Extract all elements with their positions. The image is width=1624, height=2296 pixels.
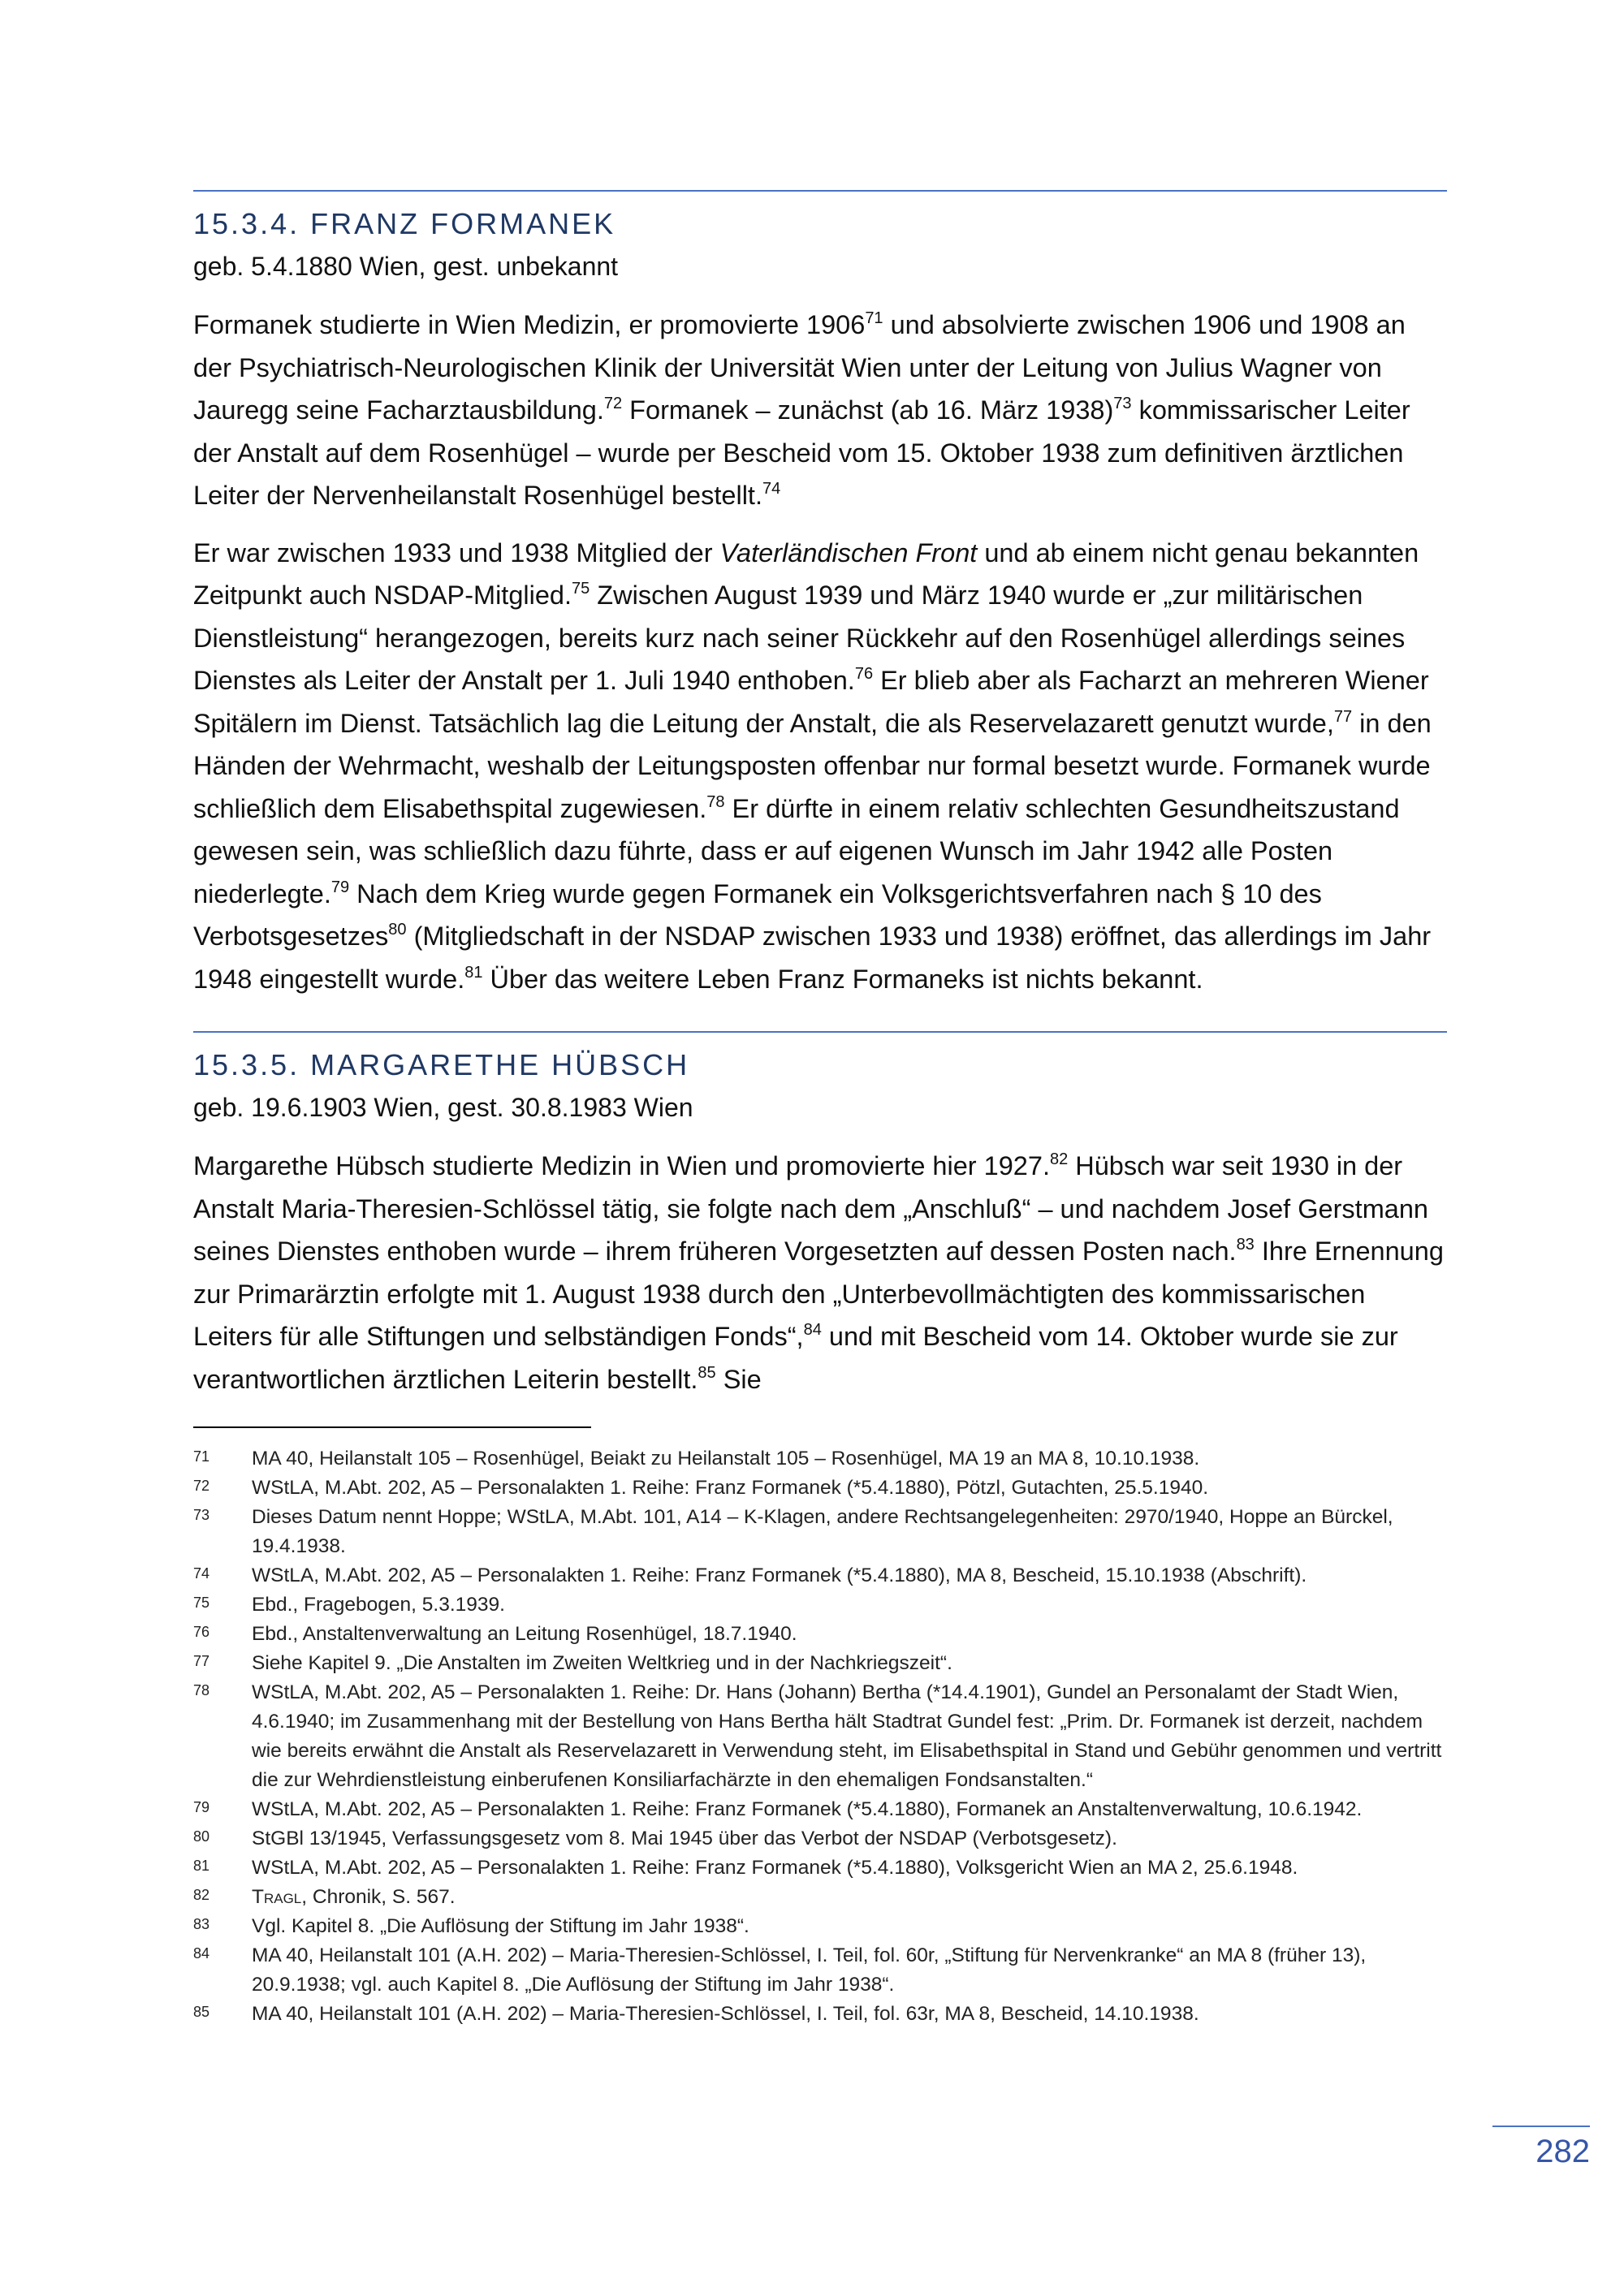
footnote-number: 77 <box>193 1653 210 1669</box>
footnote <box>193 1620 1447 1649</box>
section-heading: 15.3.4. FRANZ FORMANEK <box>193 207 616 240</box>
footnote <box>193 1561 1447 1590</box>
footnote-text: Ebd., Anstaltenverwaltung an Leitung Rosenhügel, 18.7.1940. <box>252 1623 797 1645</box>
footnote-text: WStLA, M.Abt. 202, A5 – Personalakten 1. Reihe: Franz Formanek (*5.4.1880), Volksgericht Wien an MA 2, 25.6.1948. <box>252 1857 1298 1879</box>
footnote-author: Tragl <box>252 1886 302 1908</box>
footnote <box>193 1912 1447 1941</box>
footnote <box>193 1649 1447 1678</box>
footnote-ref[interactable]: 78 <box>706 792 725 811</box>
footnote-text: Ebd., Fragebogen, 5.3.1939. <box>252 1594 505 1616</box>
footnote-text: Dieses Datum nennt Hoppe; WStLA, M.Abt. 101, A14 – K-Klagen, andere Rechtsangelegenheiten: 2970/1940, Hoppe an Bürckel, 19.4.1938. <box>252 1506 1393 1557</box>
footnote-number: 83 <box>193 1916 210 1932</box>
footnote-number: 76 <box>193 1624 210 1640</box>
footnote-number: 79 <box>193 1799 210 1815</box>
paragraph: Formanek studierte in Wien Medizin, er promovierte 1906$^{71}$ und absolvierte zwischen 1906 und 1908 an der Psychiatrisch-Neurologischen Klinik der Universität Wien unter der Leitung von Julius Wagner von Jauregg seine Facharztausbildung.$^{72}$ Formanek – zunächst (ab 16. März 1938)$^{73}$ kommissarischer Leiter der Anstalt auf dem Rosenhügel – wurde per Bescheid vom 15. Oktober 1938 zum definitiven ärztlichen Leiter der Nervenheilanstalt Rosenhügel bestellt.$^{74}$ <box>193 309 1410 510</box>
footnote-ref[interactable]: 85 <box>698 1363 716 1382</box>
page-content <box>193 190 1447 2029</box>
footnote-ref[interactable]: 83 <box>1236 1236 1255 1254</box>
footnote-text: WStLA, M.Abt. 202, A5 – Personalakten 1. Reihe: Franz Formanek (*5.4.1880), Pötzl, Gutachten, 25.5.1940. <box>252 1477 1209 1499</box>
footnote-text: Siehe Kapitel 9. „Die Anstalten im Zweiten Weltkrieg und in der Nachkriegszeit“. <box>252 1652 952 1674</box>
footnote-text: MA 40, Heilanstalt 105 – Rosenhügel, Beiakt zu Heilanstalt 105 – Rosenhügel, MA 19 an MA 8, 10.10.1938. <box>252 1448 1200 1470</box>
footnote-text: WStLA, M.Abt. 202, A5 – Personalakten 1. Reihe: Franz Formanek (*5.4.1880), Formanek an Anstaltenverwaltung, 10.6.1942. <box>252 1798 1363 1820</box>
footnote <box>193 1503 1447 1561</box>
footnote-ref[interactable]: 72 <box>603 395 623 412</box>
footnote-number: 71 <box>193 1448 210 1465</box>
footnote <box>193 2000 1447 2029</box>
section-rule <box>193 1031 1447 1033</box>
footnote-number: 74 <box>193 1565 210 1582</box>
footnote-ref[interactable]: 81 <box>464 963 483 982</box>
footnote <box>193 1941 1447 2000</box>
footnote-ref[interactable]: 73 <box>1113 395 1132 412</box>
footnote-ref[interactable]: 76 <box>854 665 874 683</box>
footnote-ref[interactable]: 71 <box>865 309 883 327</box>
footnote-text: Vgl. Kapitel 8. „Die Auflösung der Stiftung im Jahr 1938“. <box>252 1915 749 1937</box>
footnote-number: 72 <box>193 1478 210 1494</box>
footnote-number: 85 <box>193 2004 210 2020</box>
footnote-number: 81 <box>193 1858 210 1874</box>
footnote-text: WStLA, M.Abt. 202, A5 – Personalakten 1. Reihe: Franz Formanek (*5.4.1880), MA 8, Bescheid, 15.10.1938 (Abschrift). <box>252 1564 1307 1586</box>
paragraph: Margarethe Hübsch studierte Medizin in Wien und promovierte hier 1927.82 Hübsch war seit 1930 in der Anstalt Maria-Theresien-Schlössel tätig, sie folgte nach dem „Anschluß“ – und nachdem Josef Gerstmann seines Dienstes enthoben wurde – ihrem früheren Vorgesetzten auf dessen Posten nach.$^{83}$ Ihre Ernennung zur Primarärztin erfolgte mit 1. August 1938 durch den „Unterbevollmächtigten des kommissarischen Leiters für alle Stiftungen und selbständigen Fonds“,$^{84}$ und mit Bescheid vom 14. Oktober wurde sie zur verantwortlichen ärztlichen Leiterin bestellt.$^{85}$ Sie <box>193 1150 1444 1394</box>
footnote-text: MA 40, Heilanstalt 101 (A.H. 202) – Maria-Theresien-Schlössel, I. Teil, fol. 63r, MA 8, Bescheid, 14.10.1938. <box>252 2003 1199 2025</box>
section-franz-formanek <box>193 190 1447 1000</box>
footnote-text: StGBl 13/1945, Verfassungsgesetz vom 8. Mai 1945 über das Verbot der NSDAP (Verbotsgesetz). <box>252 1828 1117 1849</box>
footnote <box>193 1795 1447 1824</box>
footnote <box>193 1824 1447 1854</box>
section-margarethe-huebsch <box>193 1031 1447 1400</box>
footnote-number: 78 <box>193 1682 210 1698</box>
footnote-number: 82 <box>193 1887 210 1903</box>
life-dates: geb. 5.4.1880 Wien, gest. unbekannt <box>193 252 619 281</box>
footnote <box>193 1854 1447 1883</box>
footnote-ref[interactable]: 79 <box>330 878 350 896</box>
footnote-number: 80 <box>193 1828 210 1845</box>
paragraph: Er war zwischen 1933 und 1938 Mitglied der Vaterländischen Front und ab einem nicht genau bekannten Zeitpunkt auch NSDAP-Mitglied.$^{75}$ Zwischen August 1939 und März 1940 wurde er „zur militärischen Dienstleistung“ herangezogen, bereits kurz nach seiner Rückkehr auf den Rosenhügel allerdings seines Dienstes als Leiter der Anstalt per 1. Juli 1940 enthoben.$^{76}$ Er blieb aber als Facharzt an mehreren Wiener Spitälern im Dienst. Tatsächlich lag die Leitung der Anstalt, die als Reservelazarett genutzt wurde,$^{77}$ in den Händen der Wehrmacht, weshalb der Leitungsposten offenbar nur formal besetzt wurde. Formanek wurde schließlich dem Elisabethspital zugewiesen.$^{78}$ Er dürfte in einem relativ schlechten Gesundheitszustand gewesen sein, was schließlich dazu führte, dass er auf eigenen Wunsch im Jahr 1942 alle Posten niederlegte.$^{79}$ Nach dem Krieg wurde gegen Formanek ein Volksgerichtsverfahren nach § 10 des Verbotsgesetzes$^{80}$ (Mitgliedschaft in der NSDAP zwischen 1933 und 1938) eröffnet, das allerdings im Jahr 1948 eingestellt wurde.$^{81}$ Über das weitere Leben Franz Formaneks ist nichts bekannt. <box>193 537 1432 994</box>
footnote <box>193 1444 1447 1474</box>
footnote-ref[interactable]: 77 <box>1333 707 1353 726</box>
section-rule <box>193 190 1447 192</box>
footnotes <box>193 1444 1447 2029</box>
footnote-number: 75 <box>193 1595 210 1611</box>
section-heading: 15.3.5. MARGARETHE HÜBSCH <box>193 1048 690 1081</box>
emphasis: Vaterländischen Front <box>719 537 978 568</box>
footnote-ref[interactable]: 82 <box>1049 1150 1069 1168</box>
footnote-text: Tragl, Chronik, S. 567. <box>252 1886 456 1908</box>
page-number: 282 <box>1492 2126 1590 2170</box>
footnote-text: MA 40, Heilanstalt 101 (A.H. 202) – Maria-Theresien-Schlössel, I. Teil, fol. 60r, „Stiftung für Nervenkranke“ an MA 8 (früher 13), 20.9.1938; vgl. auch Kapitel 8. „Die Auflösung der Stiftung im Jahr 1938“. <box>252 1944 1367 1996</box>
footnote-ref[interactable]: 80 <box>388 921 407 939</box>
footnote <box>193 1474 1447 1503</box>
footnote-number: 73 <box>193 1507 210 1523</box>
footnote <box>193 1590 1447 1620</box>
footnote <box>193 1678 1447 1795</box>
life-dates: geb. 19.6.1903 Wien, gest. 30.8.1983 Wien <box>193 1093 693 1122</box>
footnote-ref[interactable]: 75 <box>572 580 590 598</box>
footnote-separator <box>193 1426 591 1428</box>
footnote-text: WStLA, M.Abt. 202, A5 – Personalakten 1. Reihe: Dr. Hans (Johann) Bertha (*14.4.1901), Gundel an Personalamt der Stadt Wien, 4.6.1940; im Zusammenhang mit der Bestellung von Hans Bertha hält Stadtrat Gundel fest: „Prim. Dr. Formanek ist derzeit, nachdem wie bereits erwähnt die Anstalt als Reservelazarett in Verwendung steht, im Elisabethspital in Stand und Gebühr genommen und vertritt die zur Wehrdienstleistung einberufenen Konsiliarfachärzte in den ehemaligen Fondsanstalten.“ <box>252 1681 1442 1791</box>
footnote-ref[interactable]: 74 <box>762 480 781 498</box>
footnote <box>193 1883 1447 1912</box>
footnote-ref[interactable]: 84 <box>803 1321 822 1339</box>
footnote-number: 84 <box>193 1945 210 1962</box>
